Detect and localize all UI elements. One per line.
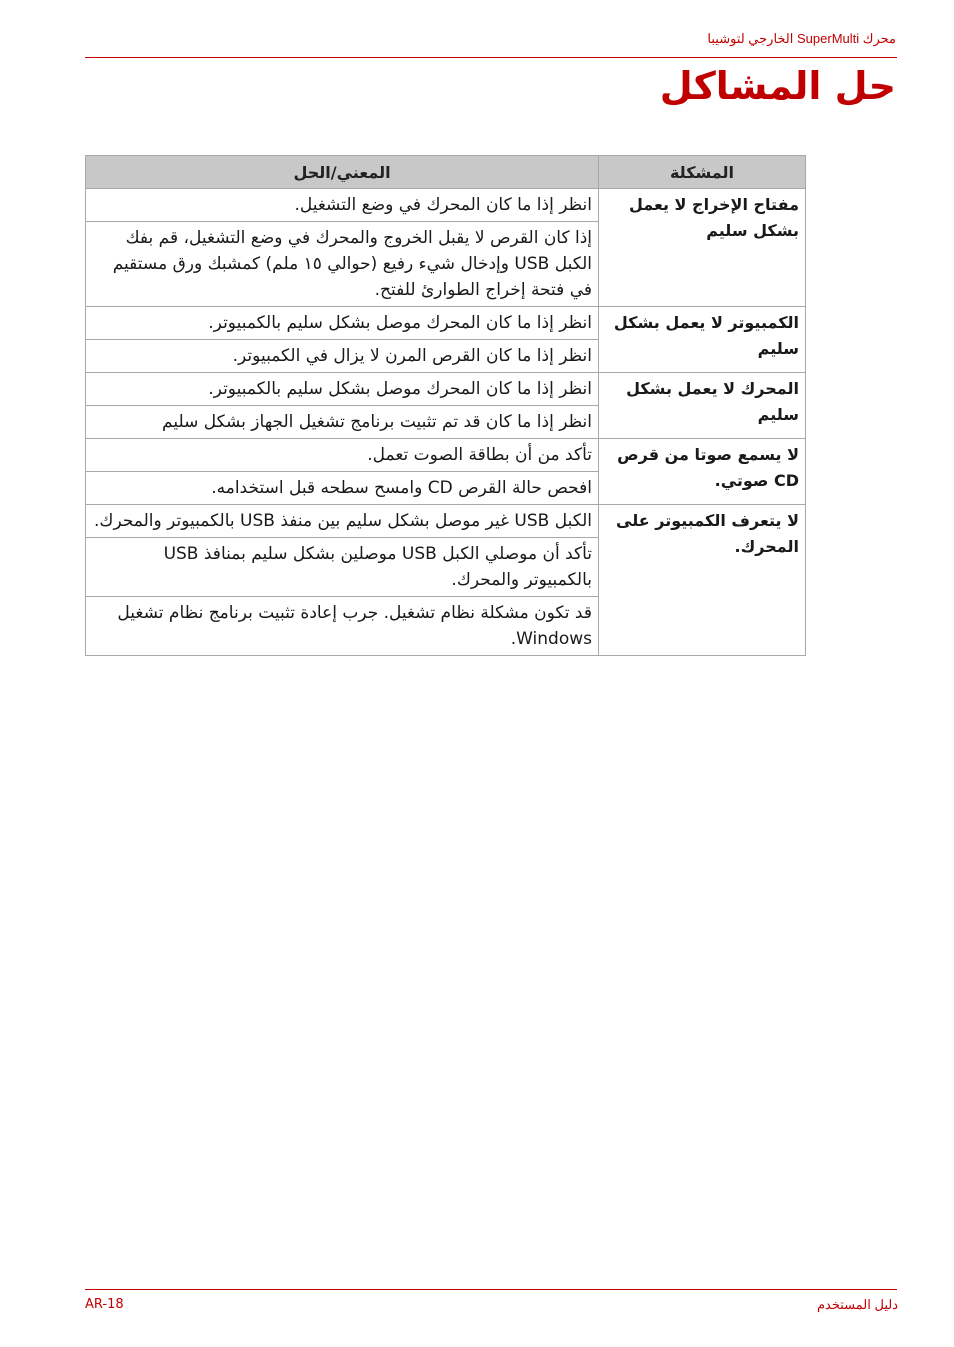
column-header-problem: المشكلة	[599, 156, 806, 189]
solution-cell: انظر إذا ما كان المحرك موصل بشكل سليم بالكمبيوتر.	[86, 373, 599, 406]
table-header-row	[86, 156, 806, 189]
footer-divider	[85, 1289, 897, 1290]
solution-cell: قد تكون مشكلة نظام تشغيل. جرب إعادة تثبيت برنامج نظام تشغيل Windows.	[86, 597, 599, 656]
solution-cell: انظر إذا ما كان المحرك موصل بشكل سليم بالكمبيوتر.	[86, 307, 599, 340]
problem-cell: الكمبيوتر لا يعمل بشكل سليم	[599, 307, 806, 373]
solution-cell: افحص حالة القرص CD وامسح سطحه قبل استخدامه.	[86, 472, 599, 505]
table-row	[86, 505, 806, 538]
page-number: AR-18	[85, 1297, 124, 1312]
problem-cell: لا يتعرف الكمبيوتر على المحرك.	[599, 505, 806, 656]
solution-cell: الكبل USB غير موصل بشكل سليم بين منفذ USB بالكمبيوتر والمحرك.	[86, 505, 599, 538]
table-row	[86, 439, 806, 472]
solution-cell: انظر إذا ما كان المحرك في وضع التشغيل.	[86, 189, 599, 222]
problem-cell: مفتاح الإخراج لا يعمل بشكل سليم	[599, 189, 806, 307]
page-title: حل المشاكل	[659, 64, 896, 108]
footer-manual-name: دليل المستخدم	[816, 1297, 898, 1312]
solution-cell: إذا كان القرص لا يقبل الخروج والمحرك في وضع التشغيل، قم بفك الكبل USB وإدخال شيء رفيع (حوالي ١٥ ملم) كمشبك ورق مستقيم في فتحة إخراج الطوارئ للفتح.	[86, 222, 599, 307]
table-row	[86, 189, 806, 222]
header-divider	[85, 57, 897, 58]
problem-cell: لا يسمع صوتا من قرص CD صوتي.	[599, 439, 806, 505]
column-header-solution: المعني/الحل	[86, 156, 599, 189]
running-header-title: محرك SuperMulti الخارجي لتوشيبا	[707, 31, 896, 46]
problem-cell: المحرك لا يعمل بشكل سليم	[599, 373, 806, 439]
table-row	[86, 307, 806, 340]
troubleshooting-table	[85, 155, 806, 656]
solution-cell: تأكد من أن بطاقة الصوت تعمل.	[86, 439, 599, 472]
solution-cell: انظر إذا ما كان القرص المرن لا يزال في الكمبيوتر.	[86, 340, 599, 373]
table-row	[86, 373, 806, 406]
solution-cell: تأكد أن موصلي الكبل USB موصلين بشكل سليم بمنافذ USB بالكمبيوتر والمحرك.	[86, 538, 599, 597]
solution-cell: انظر إذا ما كان قد تم تثبيت برنامج تشغيل الجهاز بشكل سليم	[86, 406, 599, 439]
